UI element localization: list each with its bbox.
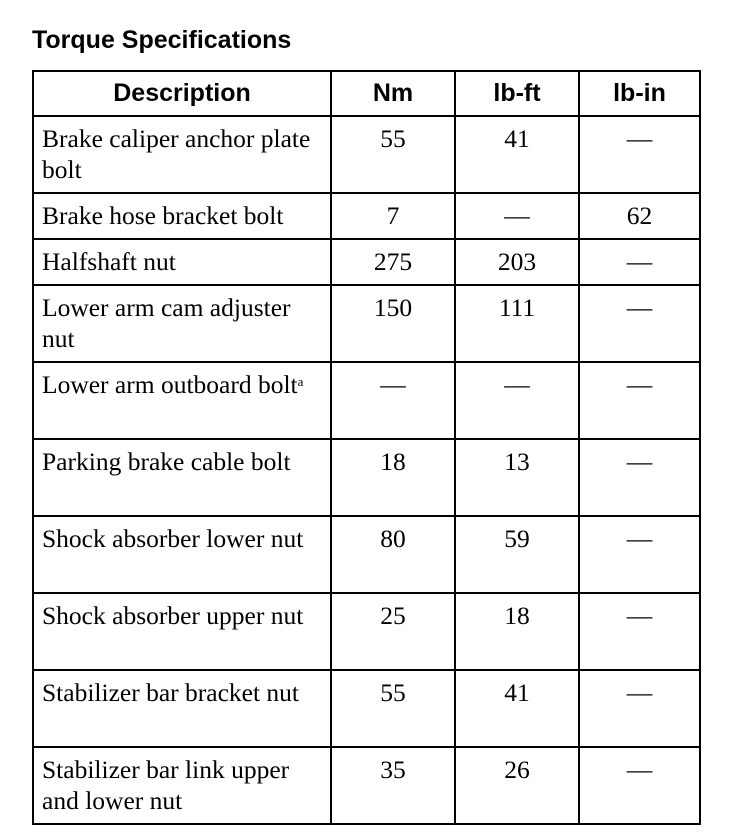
cell-description <box>33 362 331 439</box>
cell-lb-ft: 41 <box>455 116 579 193</box>
column-header-nm: Nm <box>331 71 455 116</box>
table-row <box>33 670 700 747</box>
cell-description: Brake caliper anchor plate bolt <box>33 116 331 193</box>
cell-nm: — <box>331 362 455 439</box>
cell-description: Shock absorber upper nut <box>33 593 331 670</box>
column-header-lb-ft: lb-ft <box>455 71 579 116</box>
cell-description: Stabilizer bar link upper and lower nut <box>33 747 331 824</box>
cell-description: Stabilizer bar bracket nut <box>33 670 331 747</box>
table-row <box>33 516 700 593</box>
table-row <box>33 239 700 285</box>
cell-nm: 275 <box>331 239 455 285</box>
cell-nm: 18 <box>331 439 455 516</box>
table-row <box>33 285 700 362</box>
page-title: Torque Specifications <box>32 26 292 54</box>
cell-lb-ft: 18 <box>455 593 579 670</box>
cell-lb-in: — <box>579 362 700 439</box>
cell-nm: 80 <box>331 516 455 593</box>
cell-lb-ft: 203 <box>455 239 579 285</box>
torque-specifications-table <box>32 70 701 825</box>
cell-nm: 25 <box>331 593 455 670</box>
cell-description: Shock absorber lower nut <box>33 516 331 593</box>
table-row <box>33 362 700 439</box>
cell-lb-in: — <box>579 285 700 362</box>
column-header-lb-in: lb-in <box>579 71 700 116</box>
cell-nm: 55 <box>331 116 455 193</box>
cell-lb-ft: — <box>455 193 579 239</box>
cell-description-text: Lower arm outboard bolt <box>42 370 298 399</box>
column-header-description: Description <box>33 71 331 116</box>
cell-lb-in: — <box>579 747 700 824</box>
cell-lb-in: — <box>579 116 700 193</box>
table-row <box>33 193 700 239</box>
cell-nm: 35 <box>331 747 455 824</box>
cell-description: Halfshaft nut <box>33 239 331 285</box>
cell-lb-ft: 26 <box>455 747 579 824</box>
cell-lb-in: — <box>579 670 700 747</box>
cell-nm: 150 <box>331 285 455 362</box>
table-header-row <box>33 71 700 116</box>
cell-lb-ft: 111 <box>455 285 579 362</box>
cell-lb-in: 62 <box>579 193 700 239</box>
cell-lb-in: — <box>579 516 700 593</box>
table-row <box>33 593 700 670</box>
table-row <box>33 116 700 193</box>
cell-description: Brake hose bracket bolt <box>33 193 331 239</box>
table-row <box>33 439 700 516</box>
cell-nm: 55 <box>331 670 455 747</box>
footnote-marker: a <box>297 373 304 389</box>
cell-lb-ft: 59 <box>455 516 579 593</box>
cell-lb-in: — <box>579 593 700 670</box>
cell-lb-ft: 13 <box>455 439 579 516</box>
cell-nm: 7 <box>331 193 455 239</box>
table-row <box>33 747 700 824</box>
cell-lb-ft: — <box>455 362 579 439</box>
cell-lb-in: — <box>579 239 700 285</box>
cell-description: Parking brake cable bolt <box>33 439 331 516</box>
cell-lb-ft: 41 <box>455 670 579 747</box>
cell-description: Lower arm cam adjuster nut <box>33 285 331 362</box>
cell-lb-in: — <box>579 439 700 516</box>
